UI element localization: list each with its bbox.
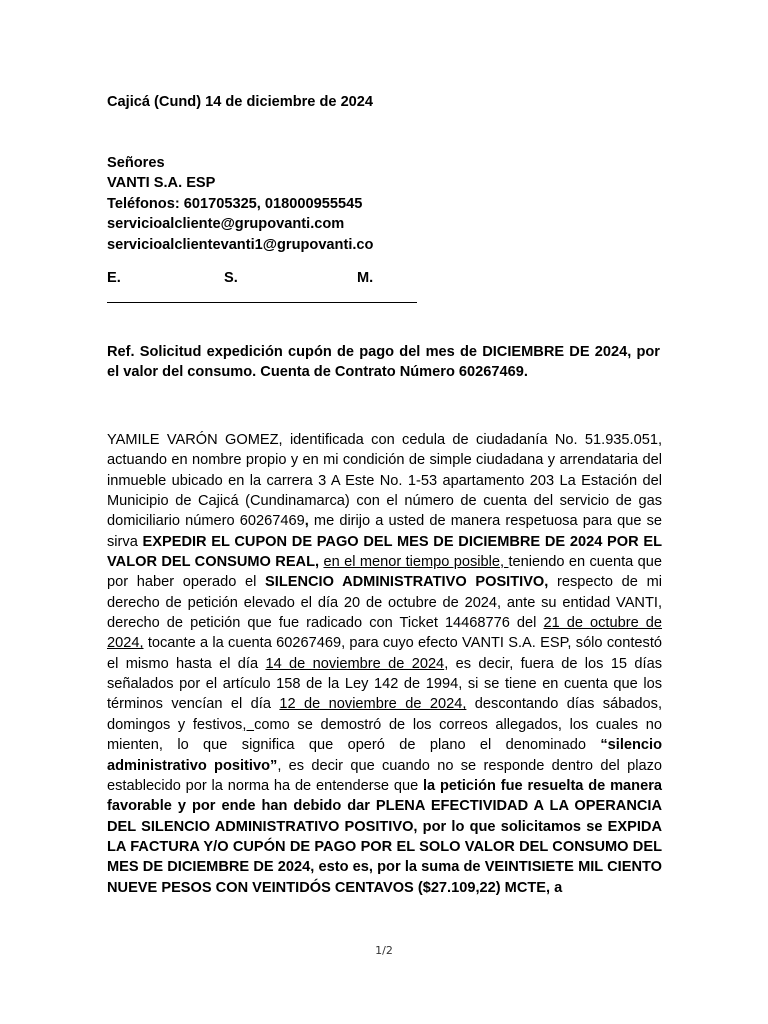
body-segment: como se demostró de los correos allegados, los cuales no mienten, lo que significa que operó de plano el denominado <box>107 716 662 754</box>
page-number: 1/2 <box>375 944 393 957</box>
body-segment: , es decir, fuera de los 15 días señalados por el artículo 158 de la Ley 142 de 1994, si se tiene en cuenta que los términos vencían el día <box>107 655 662 713</box>
esm-e: E. <box>107 270 121 286</box>
body-segment: respecto de mi derecho de petición elevado el día 20 de octubre de 2024, ante su entidad VANTI, derecho de petición que fue radicado con Ticket 14468776 del <box>107 574 662 632</box>
separator-rule <box>107 302 417 303</box>
body-segment: , <box>242 716 255 733</box>
body-segment: la petición fue resuelta de manera favorable y por ende han debido dar PLENA EFECTIVIDAD A LA OPERANCIA DEL SILENCIO ADMINISTRATIVO POSITIVO, por lo que solicitamos se EXPIDA LA FACTURA Y/O CUPÓN DE PAGO POR EL SOLO VALOR DEL CONSUMO DEL MES DE DICIEMBRE DE 2024, esto es, por la suma de VEINTISIETE MIL CIENTO NUEVE PESOS CON VEINTIDÓS CENTAVOS ($27.109,22) MCTE, a <box>107 777 662 896</box>
recipient-email-2: servicioalclientevanti1@grupovanti.co <box>107 236 374 253</box>
body-segment: YAMILE VARÓN GOMEZ, identificada con cedula de ciudadanía No. 51.935.051, actuando en nombre propio y en mi condición de simple ciudadana y arrendataria del inmueble ubicado en la carrera 3 A Este No. 1-53 apartamento 203 La Estación del Municipio de Cajicá (Cundinamarca) con el número de cuenta del servicio de gas domiciliario número 60267469 <box>107 432 662 530</box>
recipient-company: VANTI S.A. ESP <box>107 175 216 192</box>
body-segment: me dirijo a usted de manera respetuosa para que se sirva <box>107 513 662 550</box>
body-segment: , es decir que cuando no se responde dentro del plazo establecido por la norma ha de entenderse que <box>107 757 663 794</box>
body-segment: SILENCIO ADMINISTRATIVO POSITIVO, <box>265 574 549 591</box>
body-segment: EXPEDIR EL CUPON DE PAGO DEL MES DE DICIEMBRE DE 2024 POR EL VALOR DEL CONSUMO REAL, <box>107 533 662 571</box>
body-segment: 12 de noviembre de 2024, <box>279 696 467 713</box>
body-paragraph <box>107 430 662 898</box>
body-segment: tocante a la cuenta 60267469, para cuyo efecto VANTI S.A. ESP, sólo contestó el mismo hasta el día <box>107 635 662 672</box>
body-segment: teniendo en cuenta que por haber operado el <box>107 554 662 591</box>
recipient-block <box>107 153 373 255</box>
esm-s: S. <box>224 270 238 286</box>
body-segment: “silencio administrativo positivo” <box>107 737 662 774</box>
body-segment: descontando días sábados, domingos y festivos <box>107 696 663 733</box>
esm-line <box>107 268 427 288</box>
body-segment: 14 de noviembre de 2024 <box>265 655 445 672</box>
reference-line: Ref. Solicitud expedición cupón de pago del mes de DICIEMBRE DE 2024, por el valor del consumo. Cuenta de Contrato Número 60267469. <box>107 344 660 381</box>
recipient-phones: Teléfonos: 601705325, 018000955545 <box>107 195 363 212</box>
date-line: Cajicá (Cund) 14 de diciembre de 2024 <box>107 94 374 110</box>
body-segment: en el menor tiempo posible, <box>323 554 509 571</box>
body-segment: 21 de octubre de 2024, <box>107 615 662 652</box>
body-segment: , <box>304 513 309 530</box>
recipient-salutation: Señores <box>107 155 165 171</box>
esm-m: M. <box>357 270 374 286</box>
recipient-email-1: servicioalcliente@grupovanti.com <box>107 216 345 233</box>
